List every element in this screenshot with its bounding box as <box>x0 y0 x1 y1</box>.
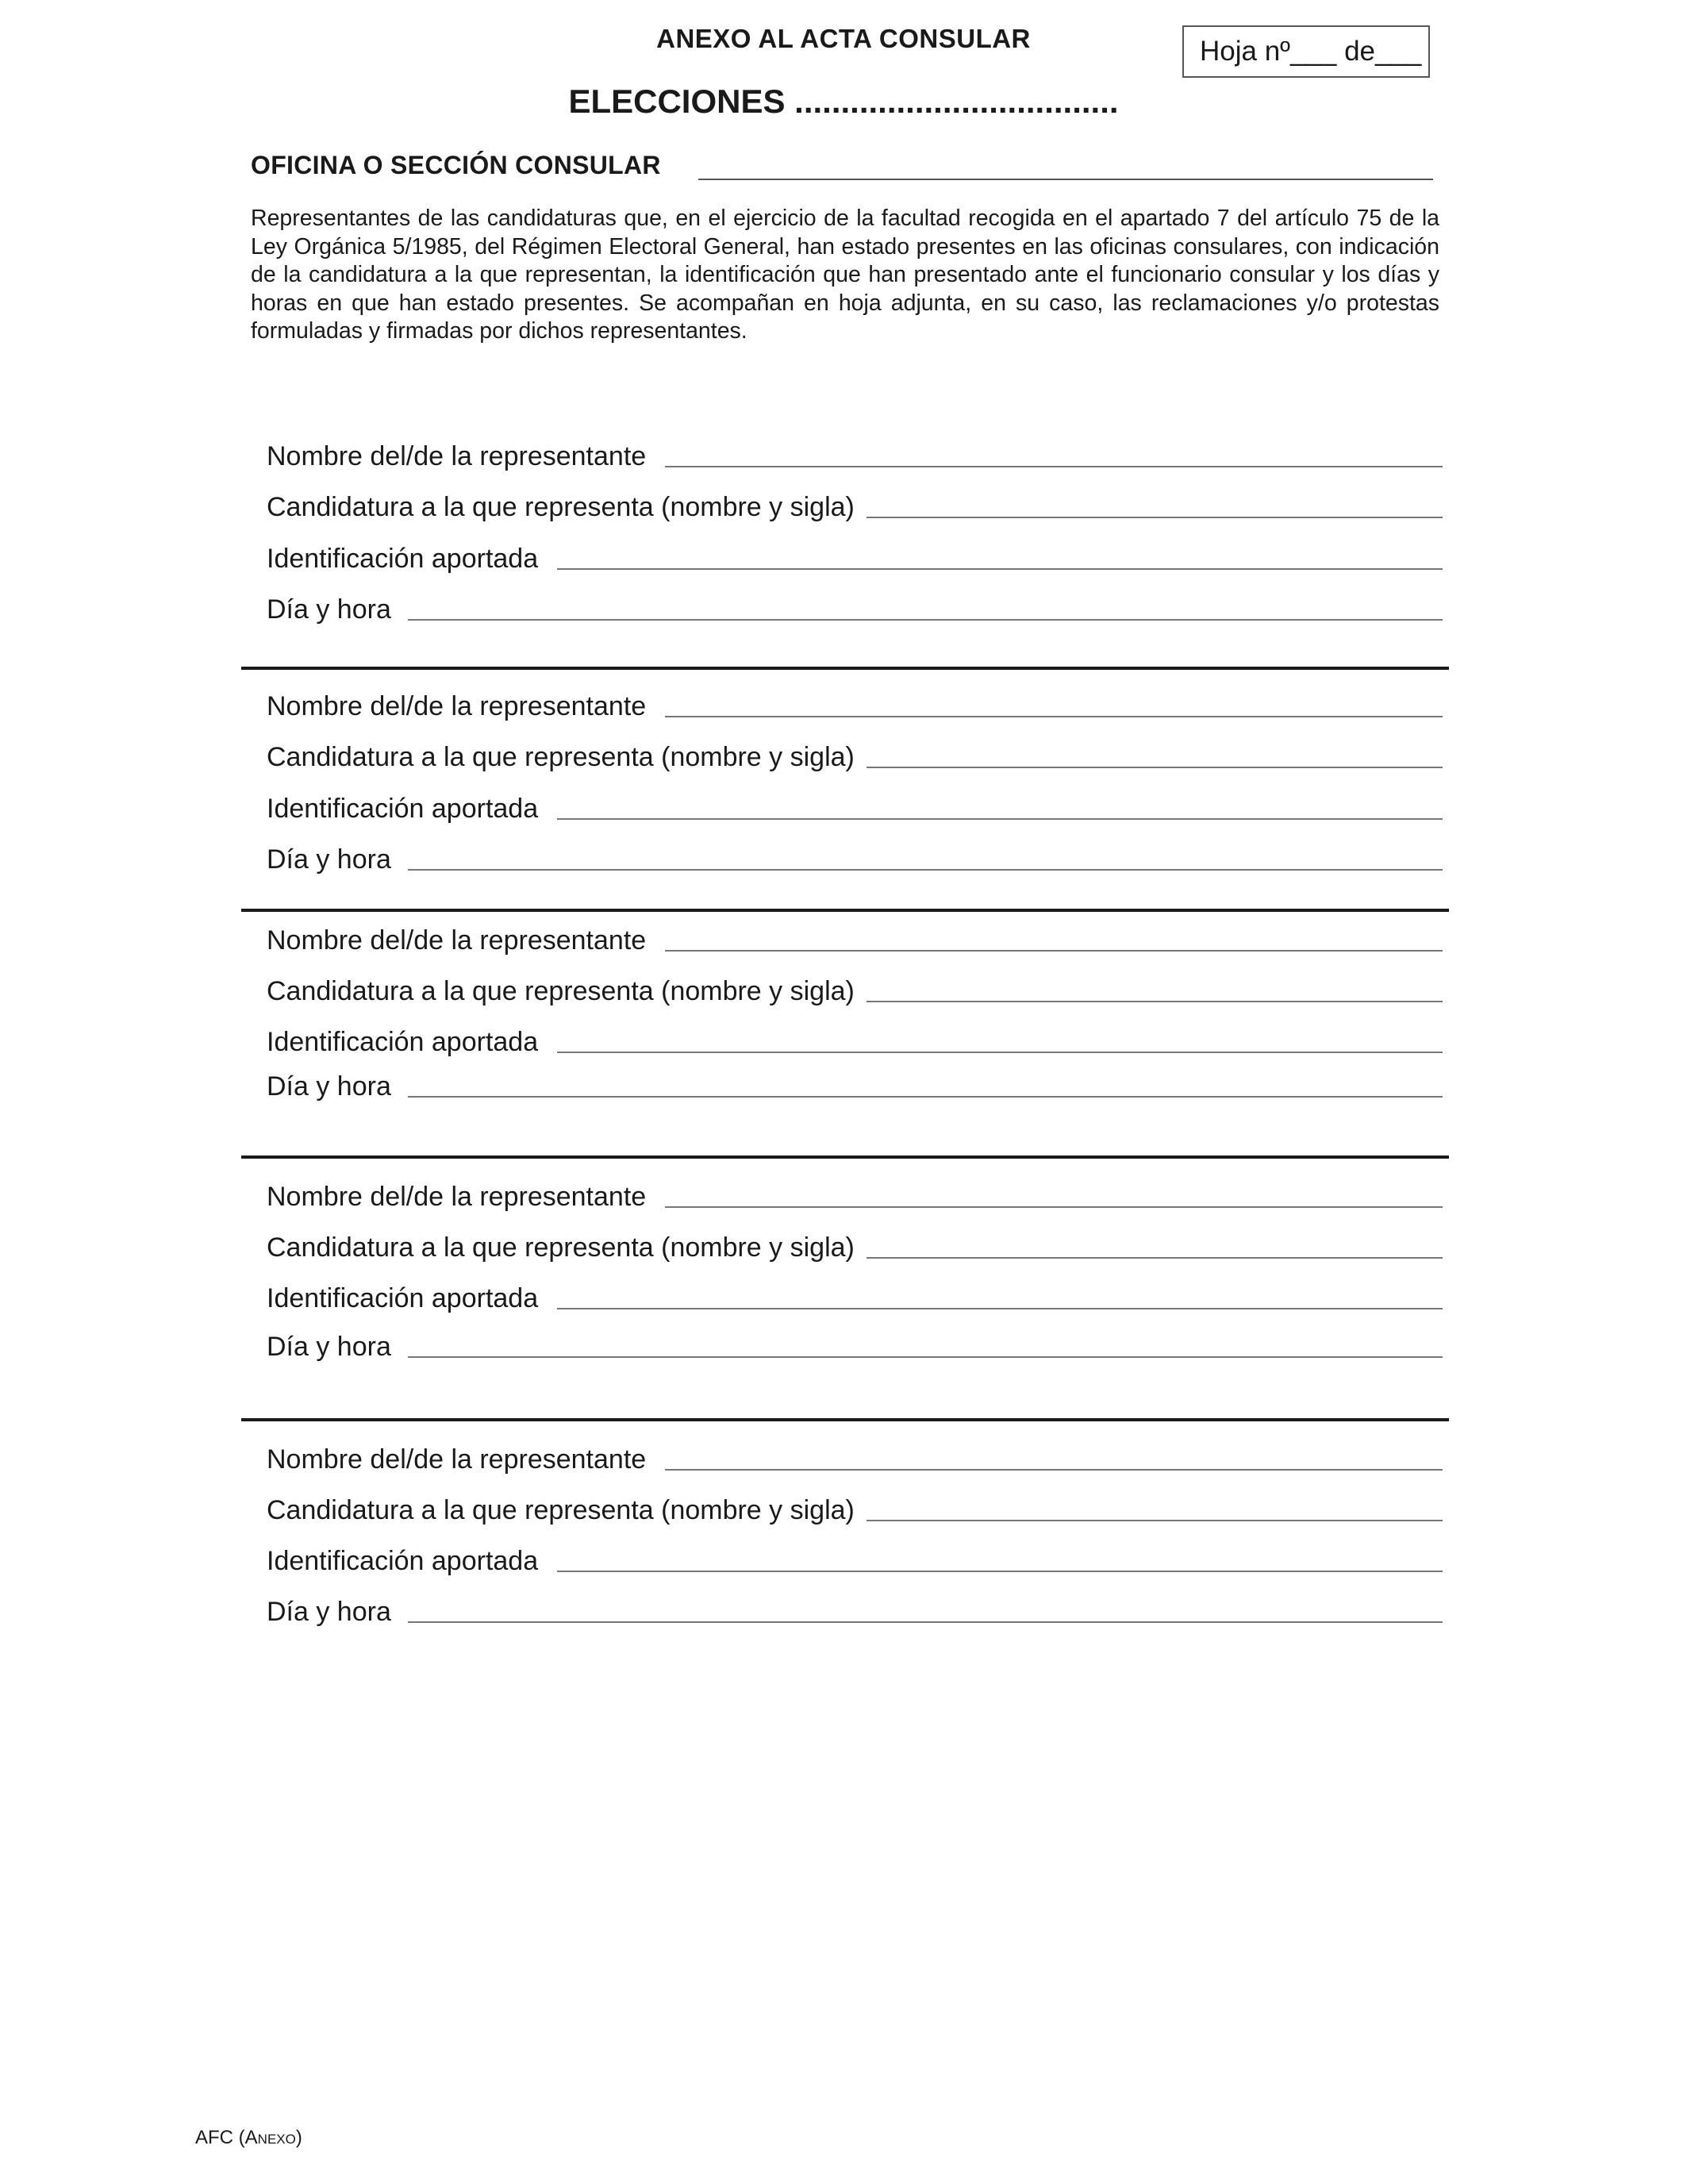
block-separator <box>241 1155 1449 1159</box>
rep-4-candidatura-label: Candidatura a la que representa (nombre y sigla) <box>267 1232 855 1263</box>
rep-3-nombre-input-line[interactable] <box>665 950 1443 952</box>
rep-4-dia-hora-label: Día y hora <box>267 1332 391 1362</box>
rep-1-dia-hora-label: Día y hora <box>267 594 391 625</box>
form-code-suffix: ) <box>295 2127 302 2148</box>
rep-5-dia-hora-label: Día y hora <box>267 1597 391 1627</box>
rep-1-dia-hora-input-line[interactable] <box>408 619 1443 621</box>
form-code-annex: Anexo <box>244 2127 296 2148</box>
form-title: ANEXO AL ACTA CONSULAR <box>656 24 1031 53</box>
rep-3-candidatura-label: Candidatura a la que representa (nombre y sigla) <box>267 976 855 1006</box>
rep-5-nombre-input-line[interactable] <box>665 1469 1443 1471</box>
rep-2-identificacion-input-line[interactable] <box>557 818 1443 820</box>
rep-2-nombre-label: Nombre del/de la representante <box>267 691 647 721</box>
rep-3-identificacion-label: Identificación aportada <box>267 1027 539 1057</box>
rep-2-candidatura-input-line[interactable] <box>867 767 1443 768</box>
intro-paragraph: Representantes de las candidaturas que, en el ejercicio de la facultad recogida en el apartado 7 del artículo 75 de la Ley Orgánica 5/1985, del Régimen Electoral General, han estado presentes en las oficinas consulares, con indicación de la candidatura a la que representan, la identificación que han presentado ante el funcionario consular y los días y horas en que han estado presentes. Se acompañan en hoja adjunta, en su caso, las reclamaciones y/o protestas formuladas y firmadas por dichos representantes. <box>251 206 1439 344</box>
rep-3-nombre-label: Nombre del/de la representante <box>267 925 647 956</box>
oficina-input-line[interactable] <box>698 179 1433 180</box>
rep-4-dia-hora-input-line[interactable] <box>408 1356 1443 1358</box>
rep-4-nombre-label: Nombre del/de la representante <box>267 1182 647 1212</box>
block-separator <box>241 909 1449 912</box>
rep-2-nombre-input-line[interactable] <box>665 716 1443 717</box>
rep-4-identificacion-input-line[interactable] <box>557 1308 1443 1309</box>
rep-1-candidatura-input-line[interactable] <box>867 517 1443 518</box>
rep-5-candidatura-input-line[interactable] <box>867 1520 1443 1521</box>
rep-1-nombre-label: Nombre del/de la representante <box>267 441 647 471</box>
rep-3-dia-hora-input-line[interactable] <box>408 1096 1443 1098</box>
rep-2-dia-hora-input-line[interactable] <box>408 869 1443 871</box>
rep-5-identificacion-label: Identificación aportada <box>267 1546 539 1576</box>
rep-4-nombre-input-line[interactable] <box>665 1206 1443 1208</box>
sheet-number-field[interactable]: Hoja nº___ de___ <box>1182 25 1430 78</box>
rep-1-nombre-input-line[interactable] <box>665 466 1443 467</box>
rep-5-dia-hora-input-line[interactable] <box>408 1621 1443 1623</box>
rep-3-identificacion-input-line[interactable] <box>557 1052 1443 1053</box>
rep-3-candidatura-input-line[interactable] <box>867 1001 1443 1002</box>
rep-1-identificacion-label: Identificación aportada <box>267 544 539 574</box>
rep-5-identificacion-input-line[interactable] <box>557 1571 1443 1572</box>
elecciones-heading: ELECCIONES ................................... <box>568 83 1119 120</box>
form-code <box>195 2127 302 2149</box>
rep-5-candidatura-label: Candidatura a la que representa (nombre y sigla) <box>267 1495 855 1525</box>
rep-1-identificacion-input-line[interactable] <box>557 568 1443 570</box>
rep-5-nombre-label: Nombre del/de la representante <box>267 1444 647 1475</box>
rep-2-identificacion-label: Identificación aportada <box>267 794 539 824</box>
rep-3-dia-hora-label: Día y hora <box>267 1071 391 1102</box>
rep-4-candidatura-input-line[interactable] <box>867 1257 1443 1259</box>
oficina-label: OFICINA O SECCIÓN CONSULAR <box>251 151 661 179</box>
form-code-prefix: AFC ( <box>195 2127 245 2148</box>
rep-1-candidatura-label: Candidatura a la que representa (nombre y sigla) <box>267 492 855 522</box>
block-separator <box>241 667 1449 670</box>
rep-4-identificacion-label: Identificación aportada <box>267 1283 539 1313</box>
rep-2-candidatura-label: Candidatura a la que representa (nombre y sigla) <box>267 742 855 772</box>
rep-2-dia-hora-label: Día y hora <box>267 844 391 875</box>
block-separator <box>241 1418 1449 1421</box>
